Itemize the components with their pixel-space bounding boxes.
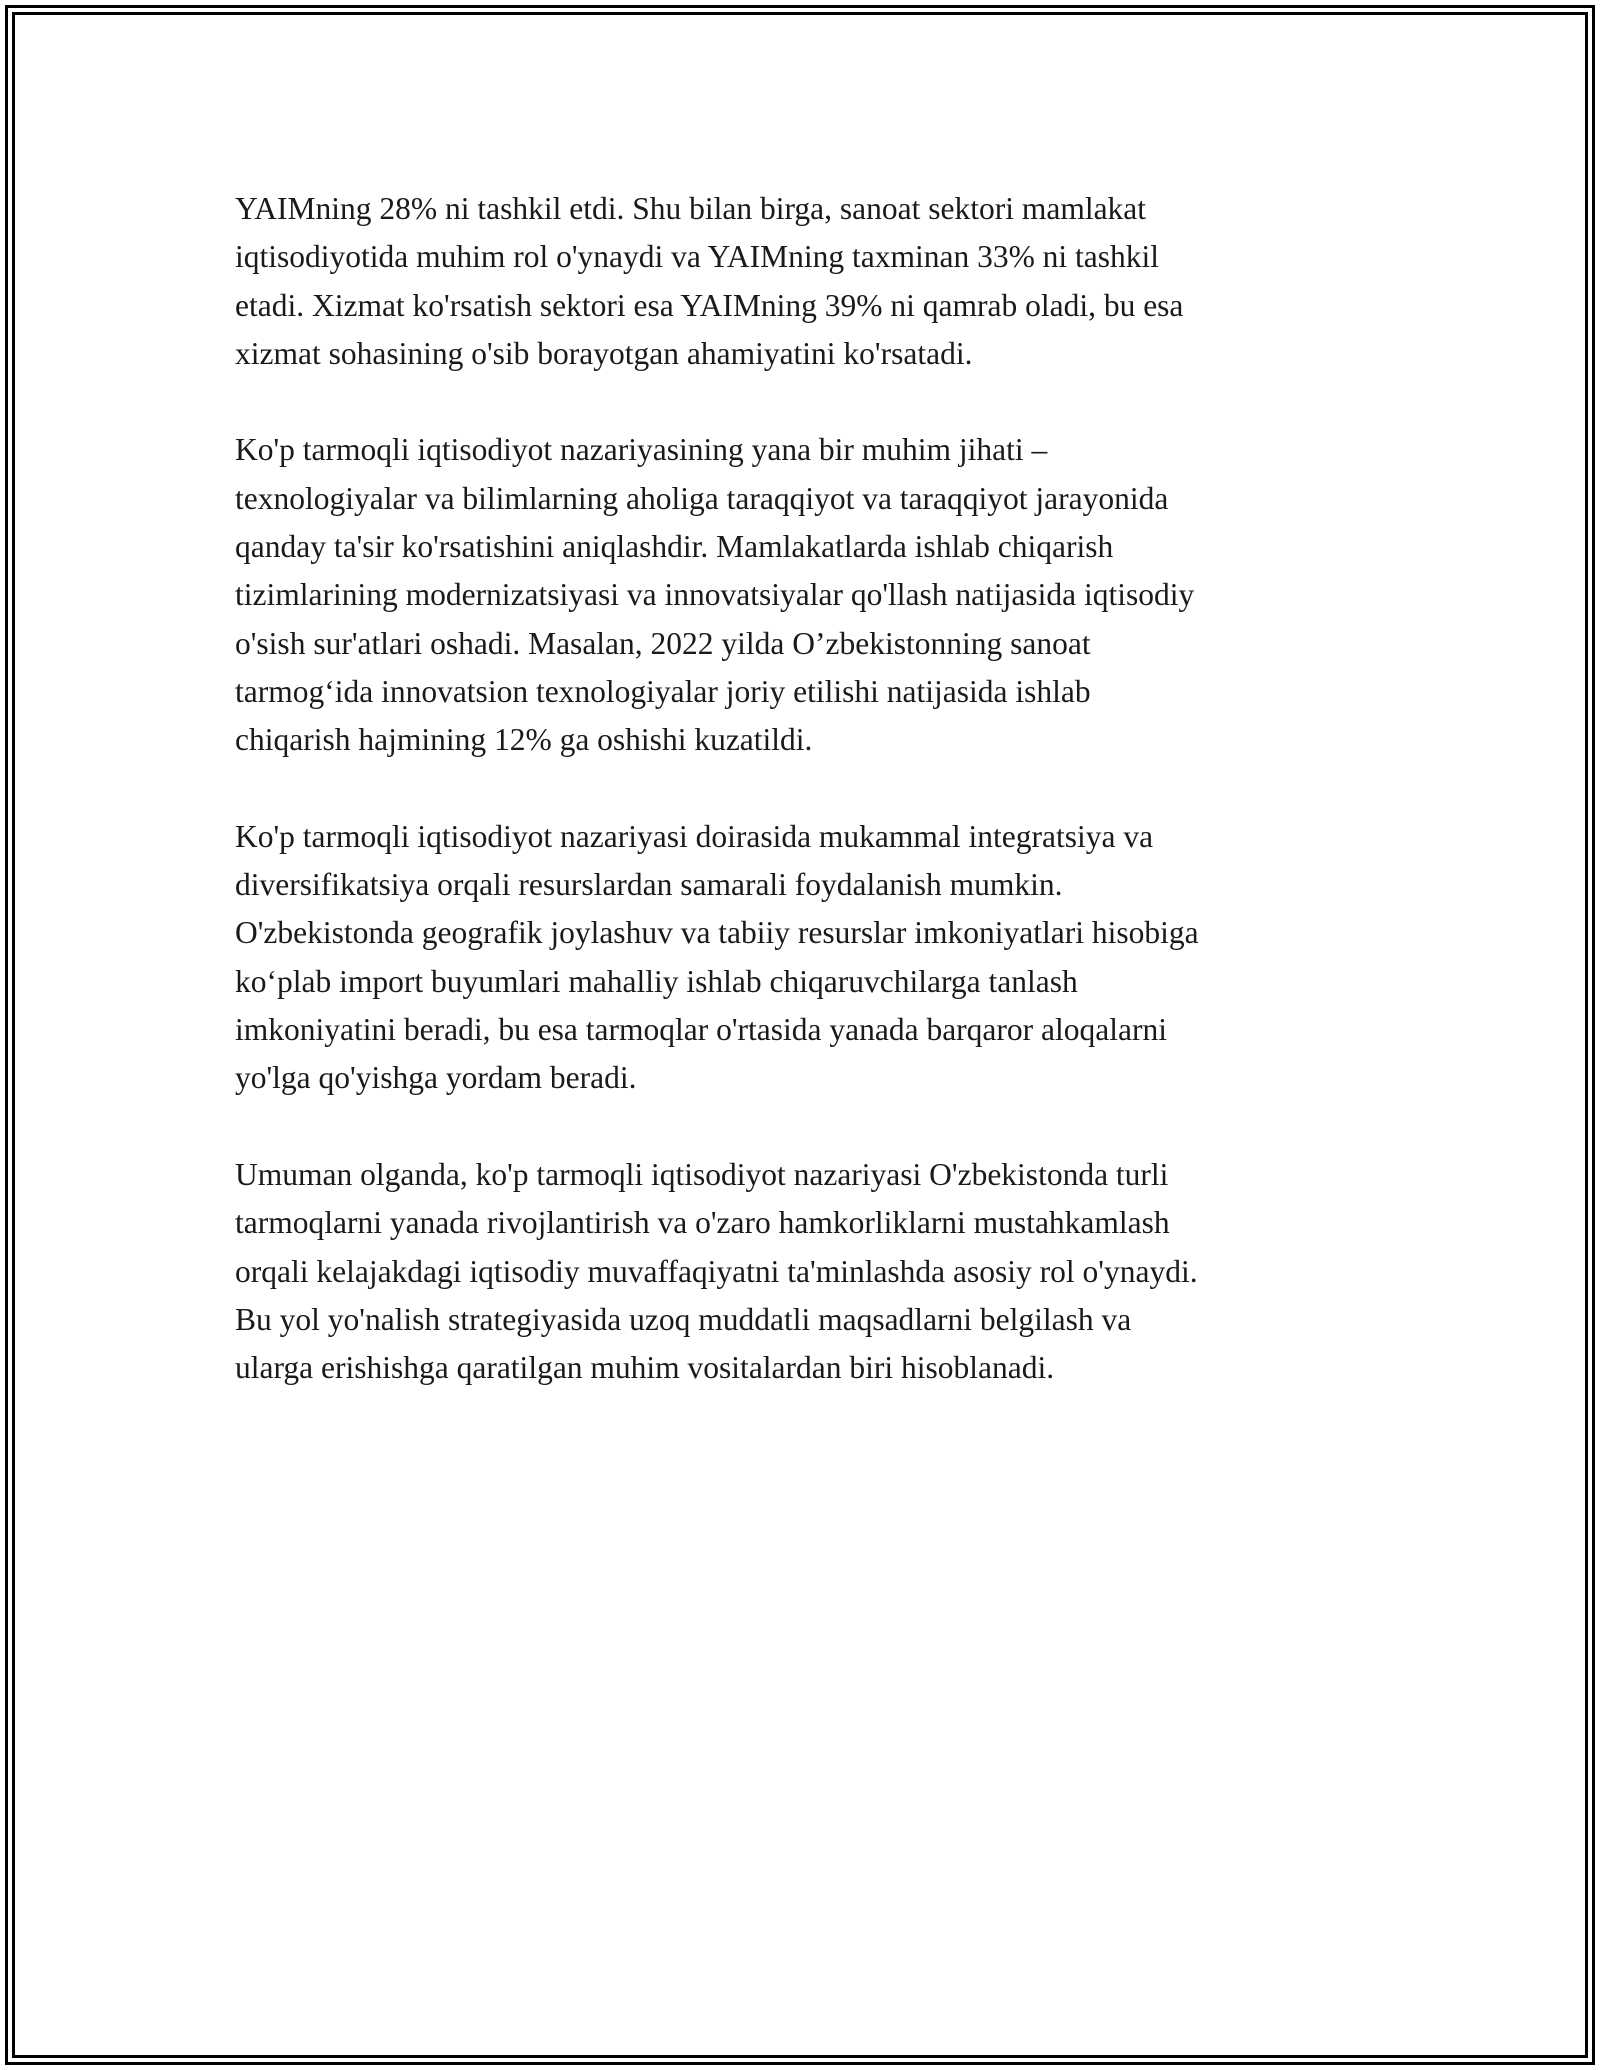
text-line: ularga erishishga qaratilgan muhim vositalardan biri hisoblanadi. <box>235 1350 1055 1386</box>
text-line: YAIMning 28% ni tashkil etdi. Shu bilan birga, sanoat sektori mamlakat <box>235 191 1147 226</box>
paragraph-2 <box>235 426 1370 764</box>
text-line: texnologiyalar va bilimlarning aholiga taraqqiyot va taraqqiyot jarayonida <box>235 480 1169 516</box>
text-line: Ko'p tarmoqli iqtisodiyot nazariyasining yana bir muhim jihati – <box>235 432 1048 468</box>
text-line: ko‘plab import buyumlari mahalliy ishlab chiqaruvchilarga tanlash <box>235 963 1078 999</box>
text-line: yo'lga qo'yishga yordam beradi. <box>235 1060 637 1096</box>
text-line: imkoniyatini beradi, bu esa tarmoqlar o'rtasida yanada barqaror aloqalarni <box>235 1012 1167 1048</box>
paragraph-4 <box>235 1151 1370 1392</box>
text-line: iqtisodiyotida muhim rol o'ynaydi va YAIMning taxminan 33% ni tashkil <box>235 239 1160 275</box>
text-line: tarmog‘ida innovatsion texnologiyalar joriy etilishi natijasida ishlab <box>235 673 1091 709</box>
paragraph-3 <box>235 813 1370 1103</box>
paragraph-1 <box>235 185 1370 378</box>
text-line: chiqarish hajmining 12% ga oshishi kuzatildi. <box>235 722 813 758</box>
text-line: tarmoqlarni yanada rivojlantirish va o'zaro hamkorliklarni mustahkamlash <box>235 1205 1170 1241</box>
text-line: etadi. Xizmat ko'rsatish sektori esa YAIMning 39% ni qamrab oladi, bu esa <box>235 287 1184 323</box>
text-line: o'sish sur'atlari oshadi. Masalan, 2022 yilda O’zbekistonning sanoat <box>235 625 1091 661</box>
text-line: xizmat sohasining o'sib borayotgan ahamiyatini ko'rsatadi. <box>235 335 973 371</box>
text-line: Umuman olganda, ko'p tarmoqli iqtisodiyot nazariyasi O'zbekistonda turli <box>235 1156 1169 1192</box>
text-line: tizimlarining modernizatsiyasi va innovatsiyalar qo'llash natijasida iqtisodiy <box>235 577 1195 613</box>
text-line: orqali kelajakdagi iqtisodiy muvaffaqiyatni ta'minlashda asosiy rol o'ynaydi. <box>235 1253 1198 1289</box>
text-line: O'zbekistonda geografik joylashuv va tabiiy resurslar imkoniyatlari hisobiga <box>235 915 1199 951</box>
text-line: diversifikatsiya orqali resurslardan samarali foydalanish mumkin. <box>235 867 1063 903</box>
document-body <box>235 185 1370 1392</box>
text-line: qanday ta'sir ko'rsatishini aniqlashdir. Mamlakatlarda ishlab chiqarish <box>235 529 1114 565</box>
text-line: Ko'p tarmoqli iqtisodiyot nazariyasi doirasida mukammal integratsiya va <box>235 818 1154 854</box>
text-line: Bu yol yo'nalish strategiyasida uzoq muddatli maqsadlarni belgilash va <box>235 1301 1132 1337</box>
